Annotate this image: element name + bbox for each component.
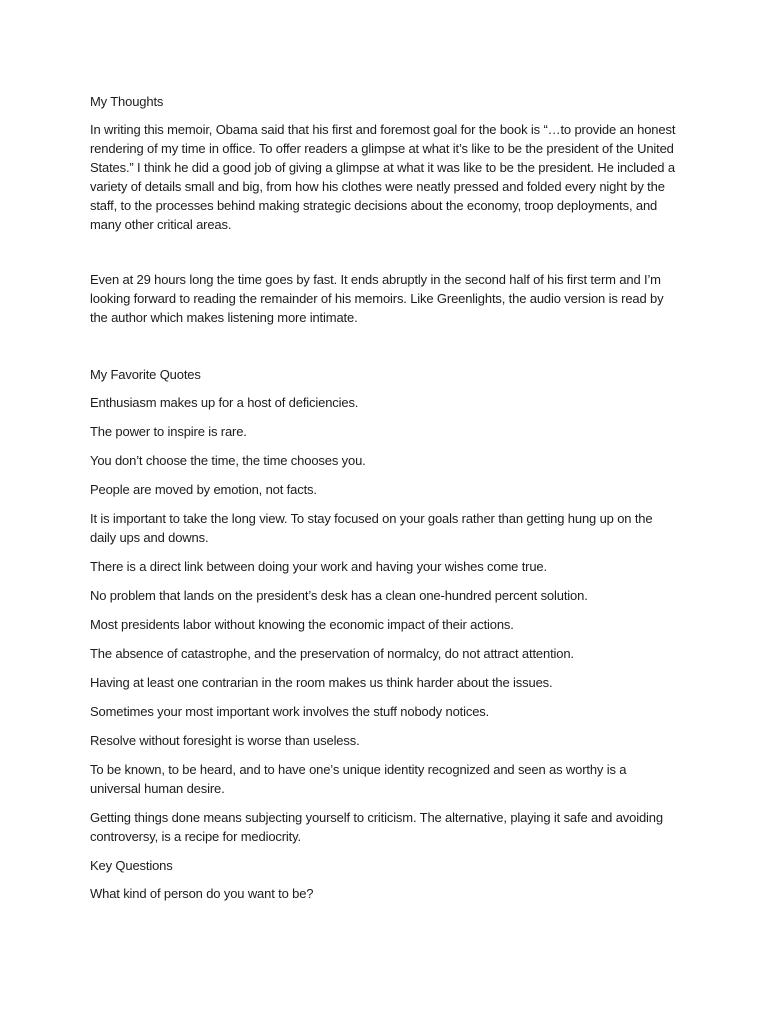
quote-item: It is important to take the long view. To stay focused on your goals rather than getting hung up on the daily ups and downs. — [90, 511, 653, 545]
quote-item: You don’t choose the time, the time chooses you. — [90, 453, 366, 468]
section-heading-favorite-quotes: My Favorite Quotes — [90, 367, 201, 382]
spacer — [90, 337, 680, 365]
section-heading-my-thoughts: My Thoughts — [90, 94, 164, 109]
quote-item: Enthusiasm makes up for a host of deficiencies. — [90, 395, 359, 410]
quote-item: People are moved by emotion, not facts. — [90, 482, 317, 497]
quote-item: Resolve without foresight is worse than useless. — [90, 733, 360, 748]
question-item: What kind of person do you want to be? — [90, 886, 314, 901]
thoughts-paragraph: Even at 29 hours long the time goes by fast. It ends abruptly in the second half of his first term and I’m looking forward to reading the remainder of his memoirs. Like Greenlights, the audio version is read by the author which makes listening more intimate. — [90, 272, 664, 325]
quote-item: To be known, to be heard, and to have one’s unique identity recognized and seen as worthy is a universal human desire. — [90, 762, 627, 796]
quote-item: There is a direct link between doing your work and having your wishes come true. — [90, 559, 547, 574]
quote-item: Getting things done means subjecting yourself to criticism. The alternative, playing it safe and avoiding controversy, is a recipe for mediocrity. — [90, 810, 663, 844]
quote-item: No problem that lands on the president’s desk has a clean one-hundred percent solution. — [90, 588, 588, 603]
section-heading-key-questions: Key Questions — [90, 858, 173, 873]
thoughts-paragraph: In writing this memoir, Obama said that his first and foremost goal for the book is “…to provide an honest rendering of my time in office. To offer readers a glimpse at what it’s like to be the president of the United States.” I think he did a good job of giving a glimpse at what it was like to be the president. He included a variety of details small and big, from how his clothes were neatly pressed and folded every night by the staff, to the processes behind making strategic decisions about the economy, troop deployments, and many other critical areas. — [90, 122, 676, 232]
quote-item: Sometimes your most important work involves the stuff nobody notices. — [90, 704, 490, 719]
spacer — [90, 244, 680, 270]
quote-item: Having at least one contrarian in the room makes us think harder about the issues. — [90, 675, 553, 690]
quote-item: The power to inspire is rare. — [90, 424, 247, 439]
quote-item: The absence of catastrophe, and the preservation of normalcy, do not attract attention. — [90, 646, 574, 661]
quote-item: Most presidents labor without knowing the economic impact of their actions. — [90, 617, 514, 632]
document-page — [90, 92, 680, 913]
